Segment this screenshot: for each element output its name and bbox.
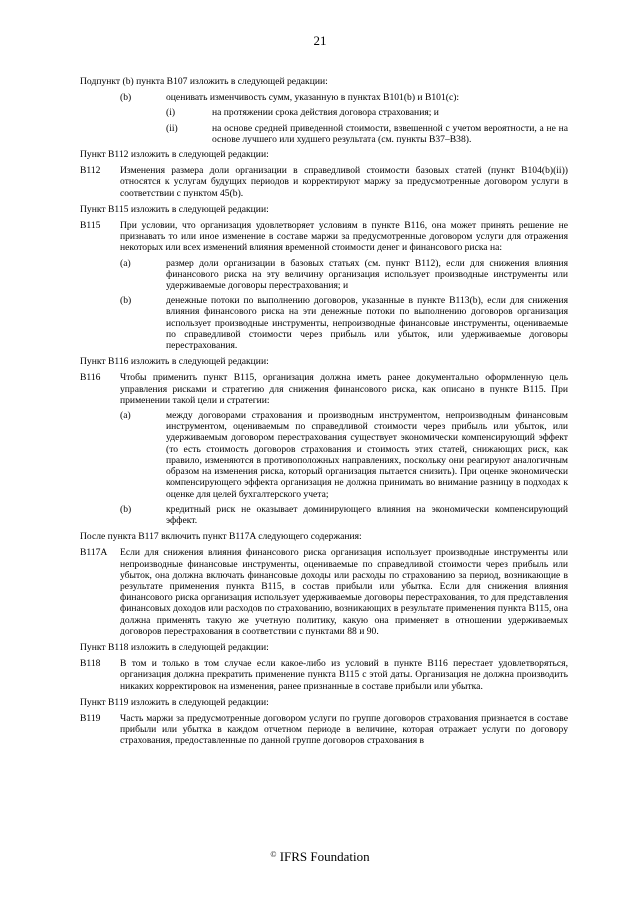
item-text: размер доли организации в базовых статьях (см. пункт B112), если для снижения влияния финансового риска на эту величину организация использует производные инструменты или удерживаемые договоры перестрахования; и: [166, 257, 568, 292]
paragraph-id: B115: [80, 220, 101, 232]
footer-text: IFRS Foundation: [279, 849, 370, 864]
sub-item-text: на основе средней приведенной стоимости, взвешенной с учетом вероятности, а не на основе лучшего или худшего результата (см. пункты B37–B38).: [212, 122, 568, 145]
paragraph-text: Изменения размера доли организации в справедливой стоимости базовых статей (пункт B104(b)(ii)) относятся к услугам будущих периодов и корректируют маржу за предусмотренные договором услуги в соответствии с пунктом 45(b).: [120, 165, 568, 199]
sub-item-label: (i): [166, 107, 176, 119]
item-text: кредитный риск не оказывает доминирующего влияния на экономически компенсирующий эффект.: [166, 503, 568, 526]
item-label: (b): [120, 92, 132, 104]
paragraph-text: Если для снижения влияния финансового риска организация использует производные инструменты или непроизводные финансовые инструменты, оцениваемые по справедливой стоимости через прибыль или убыток, она должна включать финансовые доходы или расходы по страхованию за период, возникающие в результате применения пункта B115, в состав прибыли или убытка. Если для снижения влияния финансового риска организация использует удерживаемые договоры перестрахования, то для представления финансовых доходов или расходов по страхованию, возникающих в результате применения пункта B115, она должна применять такую же учетную политику, какую она применяет в отношении удерживаемых договоров перестрахования в соответствии с пунктами 88 и 90.: [120, 547, 568, 637]
amendment-instruction: Пункт B118 изложить в следующей редакции:: [80, 641, 269, 653]
sub-item: [166, 123, 568, 145]
paragraph-b117a: [80, 547, 568, 637]
page-number: 21: [313, 33, 327, 48]
paragraph-id: B119: [80, 712, 101, 724]
paragraph-b118: [80, 658, 568, 692]
list-item: [120, 295, 568, 351]
item-text: между договорами страхования и производным инструментом, непроизводным финансовым инструментом, оцениваемым по справедливой стоимости через прибыль или убыток, или удерживаемым договором перестрахования существует экономически компенсирующий эффект (то есть стоимость договоров страхования и стоимость этих статей, снижающих риск, как правило, изменяются в противоположных направлениях, поскольку они реагируют аналогичным образом на изменения риска, который организация пытается снизить). При оценке экономически компенсирующего эффекта организация не должна принимать во внимание разницу в подходах к оценке для целей бухгалтерского учета;: [166, 410, 568, 500]
item-text: оценивать изменчивость сумм, указанную в пунктах B101(b) и B101(c):: [166, 92, 460, 104]
sub-item-list: [166, 107, 568, 145]
paragraph-b116: [80, 372, 568, 526]
sub-item: [166, 107, 568, 118]
item-list: [120, 410, 568, 526]
paragraph-b119: [80, 713, 568, 747]
copyright-symbol: ©: [270, 850, 277, 859]
b107-block: [120, 92, 568, 145]
list-item: [120, 92, 568, 145]
amendment-instruction: Подпункт (b) пункта B107 изложить в следующей редакции:: [80, 76, 328, 87]
list-item: [120, 504, 568, 526]
paragraph-b112: [80, 165, 568, 199]
amendment-instruction: После пункта B117 включить пункт B117A следующего содержания:: [80, 531, 362, 543]
item-text: денежные потоки по выполнению договоров, указанные в пункте B113(b), если для снижения влияния финансового риска на эти денежные потоки по выполнению договоров организация использует производные инструменты, непроизводные финансовые инструменты, оцениваемые по справедливой стоимости через прибыль или убыток, или удерживаемые договоры перестрахования.: [166, 295, 568, 352]
list-item: [120, 258, 568, 292]
sub-item-label: (ii): [166, 122, 178, 134]
list-item: [120, 410, 568, 500]
amendment-instruction: Пункт B116 изложить в следующей редакции:: [80, 356, 269, 368]
paragraph-id: B117A: [80, 547, 108, 559]
item-label: (a): [120, 410, 131, 422]
paragraph-text: В том и только в том случае если какое-либо из условий в пункте B116 перестает удовлетворяться, организация должна прекратить применение пункта B115 с этой даты. Организация не должна производить никаких корректировок на изменения, ранее признанные в составе прибыли или убытка.: [120, 658, 568, 692]
paragraph-text: Часть маржи за предусмотренные договором услуги по группе договоров страхования признается в составе прибыли или убытка в каждом отчетном периоде в величине, которая отражает услуги по договору страхования, предоставленные по данной группе договоров страхования в: [120, 712, 568, 747]
paragraph-b115: [80, 220, 568, 351]
item-label: (b): [120, 295, 132, 307]
paragraph-text: При условии, что организация удовлетворяет условиям в пункте B116, она может принять решение не признавать то или иное изменение в составе маржи за предусмотренные договором услуги для отражения некоторых или всех изменений влияния временной стоимости денег и финансового риска на:: [120, 220, 568, 254]
amendment-instruction: Пункт B115 изложить в следующей редакции:: [80, 203, 269, 215]
item-list: [120, 258, 568, 352]
paragraph-id: B118: [80, 658, 101, 670]
paragraph-text: Чтобы применить пункт B115, организация должна иметь ранее документально оформленную цель управления рисками и стратегию для снижения финансового риска, как описано в пункте B115. При применении такой цели и стратегии:: [120, 372, 568, 406]
amendment-instruction: Пункт B112 изложить в следующей редакции:: [80, 149, 269, 161]
paragraph-id: B112: [80, 165, 101, 177]
sub-item-text: на протяжении срока действия договора страхования; и: [212, 107, 439, 119]
item-label: (b): [120, 503, 132, 515]
footer: [0, 849, 640, 862]
item-label: (a): [120, 257, 131, 269]
document-body: [80, 76, 568, 752]
amendment-instruction: Пункт B119 изложить в следующей редакции:: [80, 696, 269, 708]
paragraph-id: B116: [80, 372, 101, 384]
